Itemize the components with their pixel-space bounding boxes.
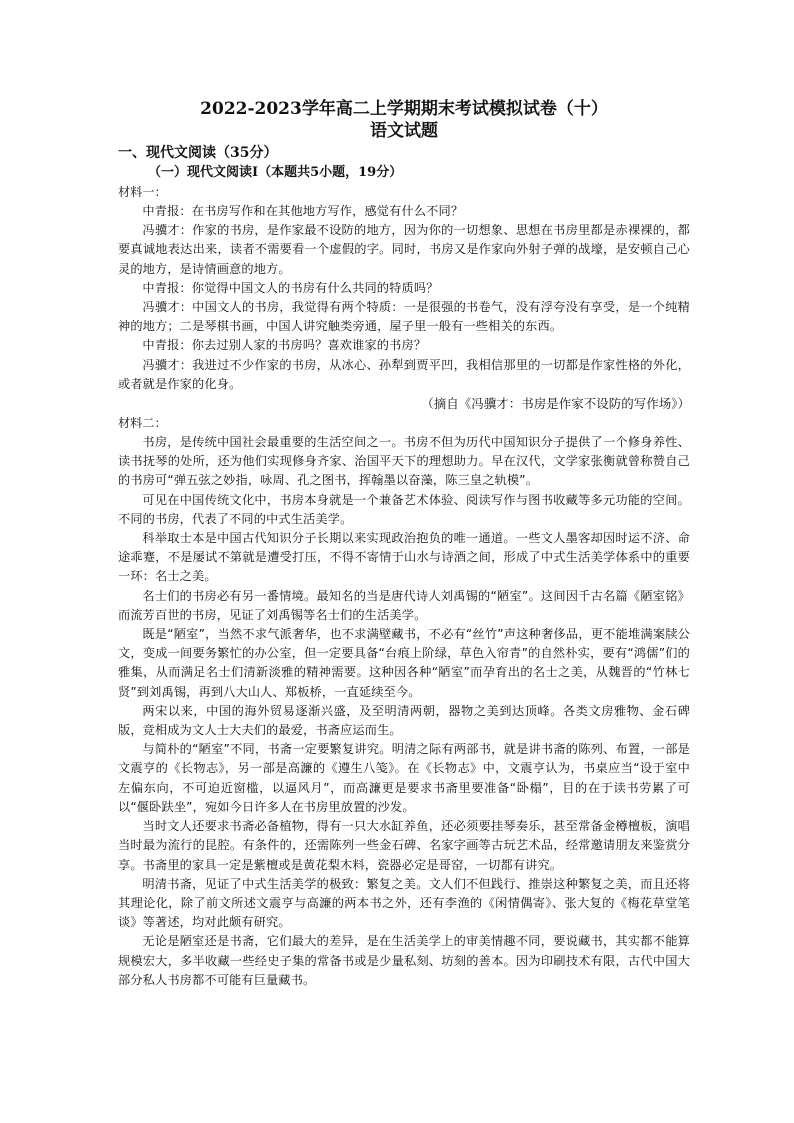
paragraph: 当时文人还要求书斋必备植物，得有一只大水缸养鱼，还必须要挂琴奏乐，甚至常备金樽檀板，演唱当时最为流行的昆腔。有条件的，还需陈列一些金石碑、名家字画等古玩艺术品，经常邀请朋友来鉴赏分享。书斋里的家具一定是紫檀或是黄花梨木料，瓷器必定是哥窑，一切都有讲究。: [118, 819, 690, 872]
paragraph: 冯骥才：中国文人的书房，我觉得有两个特质：一是很强的书卷气，没有浮夸没有享受，是一个纯精神的地方；二是琴棋书画，中国人讲究触类旁通，屋子里一般有一些相关的东西。: [118, 300, 690, 334]
paragraph: 明清书斋，见证了中式生活美学的极致：繁复之美。文人们不但践行、推崇这种繁复之美，而且还将其理论化，除了前文所述文震亨与高濂的两本书之外，还有李渔的《闲情偶寄》、张大复的《梅花草堂笔谈》等著述，均对此颇有研究。: [118, 876, 690, 930]
material-label: 材料二：: [118, 416, 167, 431]
paragraph: 书房，是传统中国社会最重要的生活空间之一。书房不但为历代中国知识分子提供了一个修身养性、读书抚琴的处所，还为他们实现修身齐家、治国平天下的理想助力。早在汉代，文学家张衡就曾称赞自己的书房可“弹五弦之妙指，咏周、孔之图书，挥翰墨以奋藻，陈三皇之轨模”。: [118, 435, 690, 488]
paragraph: 科举取士本是中国古代知识分子长期以来实现政治抱负的唯一通道。一些文人墨客却因时运不济、命途乖蹇，不是屡试不第就是遭受打压，不得不寄情于山水与诗酒之间，形成了中式生活美学体系中的重要一环：名士之美。: [118, 531, 690, 584]
material-one: [118, 183, 690, 414]
exam-page: [118, 98, 690, 990]
paragraph: 中青报：你去过别人家的书房吗？喜欢谁家的书房？: [142, 338, 427, 353]
material-label: 材料一：: [118, 185, 167, 199]
material-two: [118, 414, 690, 990]
paragraph: 无论是陋室还是书斋，它们最大的差异，是在生活美学上的审美情趣不同，要说藏书，其实都不能算规模宏大，多半收藏一些经史子集的常备书或是少量私刻、坊刻的善本。因为印刷技术有限，古代中国大部分私人书房都不可能有巨量藏书。: [118, 934, 690, 987]
paragraph: 两宋以来，中国的海外贸易逐渐兴盛，及至明清两朝，器物之美到达顶峰。各类文房雅物、金石碑版，竞相成为文人士大夫们的最爱，书斋应运而生。: [118, 703, 690, 738]
exam-subtitle: 语文试题: [370, 121, 438, 141]
section-heading: 一、现代文阅读（35分）: [118, 145, 278, 161]
subsection-heading: （一）现代文阅读Ⅰ（本题共5小题，19分）: [148, 165, 403, 180]
paragraph: 可见在中国传统文化中，书房本身就是一个兼备艺术体验、阅读写作与图书收藏等多元功能的空间。不同的书房，代表了不同的中式生活美学。: [118, 492, 690, 526]
exam-title: 2022-2023学年高二上学期期末考试模拟试卷（十）: [200, 99, 608, 119]
paragraph: 与简朴的“陋室”不同，书斋一定要繁复讲究。明清之际有两部书，就是讲书斋的陈列、布置，一部是文震亨的《长物志》，另一部是高濂的《遵生八笺》。在《长物志》中，文震亨认为，书桌应当“设于室中左偏东向，不可迫近窗槛，以逼风月”，而高濂更是要求书斋里要准备“卧榻”，目的在于读书劳累了可以“偃卧趺坐”，宛如今日许多人在书房里放置的沙发。: [118, 742, 690, 814]
source-citation: （摘自《冯骥才：书房是作家不设防的写作场》）: [421, 396, 690, 412]
paragraph: 中青报：在书房写作和在其他地方写作，感觉有什么不同？: [142, 204, 464, 218]
paragraph: 冯骥才：作家的书房，是作家最不设防的地方，因为你的一切想象、思想在书房里都是赤裸裸的，都要真诚地表达出来，读者不需要看一个虚假的字。同时，书房又是作家向外射子弹的战壕，是安顿自己心灵的地方，是诗情画意的地方。: [118, 223, 690, 276]
paragraph: 冯骥才：我进过不少作家的书房，从冰心、孙犁到贾平凹，我相信那里的一切都是作家性格的外化，或者就是作家的化身。: [118, 357, 690, 391]
paragraph: 中青报：你觉得中国文人的书房有什么共同的特质吗？: [142, 280, 439, 295]
paragraph: 名士们的书房必有另一番情境。最知名的当是唐代诗人刘禹锡的“陋室”。这间因千古名篇《陋室铭》而流芳百世的书房，见证了刘禹锡等名士们的生活美学。: [118, 588, 690, 622]
paragraph: 既是“陋室”，当然不求气派奢华，也不求满壁藏书，不必有“丝竹”声这种奢侈品，更不能堆满案牍公文，变成一间要务繁忙的办公室，但一定要具备“台痕上阶绿，草色入帘青”的自然朴实，要有“鸿儒”们的雅集，从而满足名士们清新淡雅的精神需要。这种因各种“陋室”而孕育出的名士之美，从魏晋的“竹林七贤”到刘禹锡，再到八大山人、郑板桥，一直延续至今。: [118, 627, 690, 699]
